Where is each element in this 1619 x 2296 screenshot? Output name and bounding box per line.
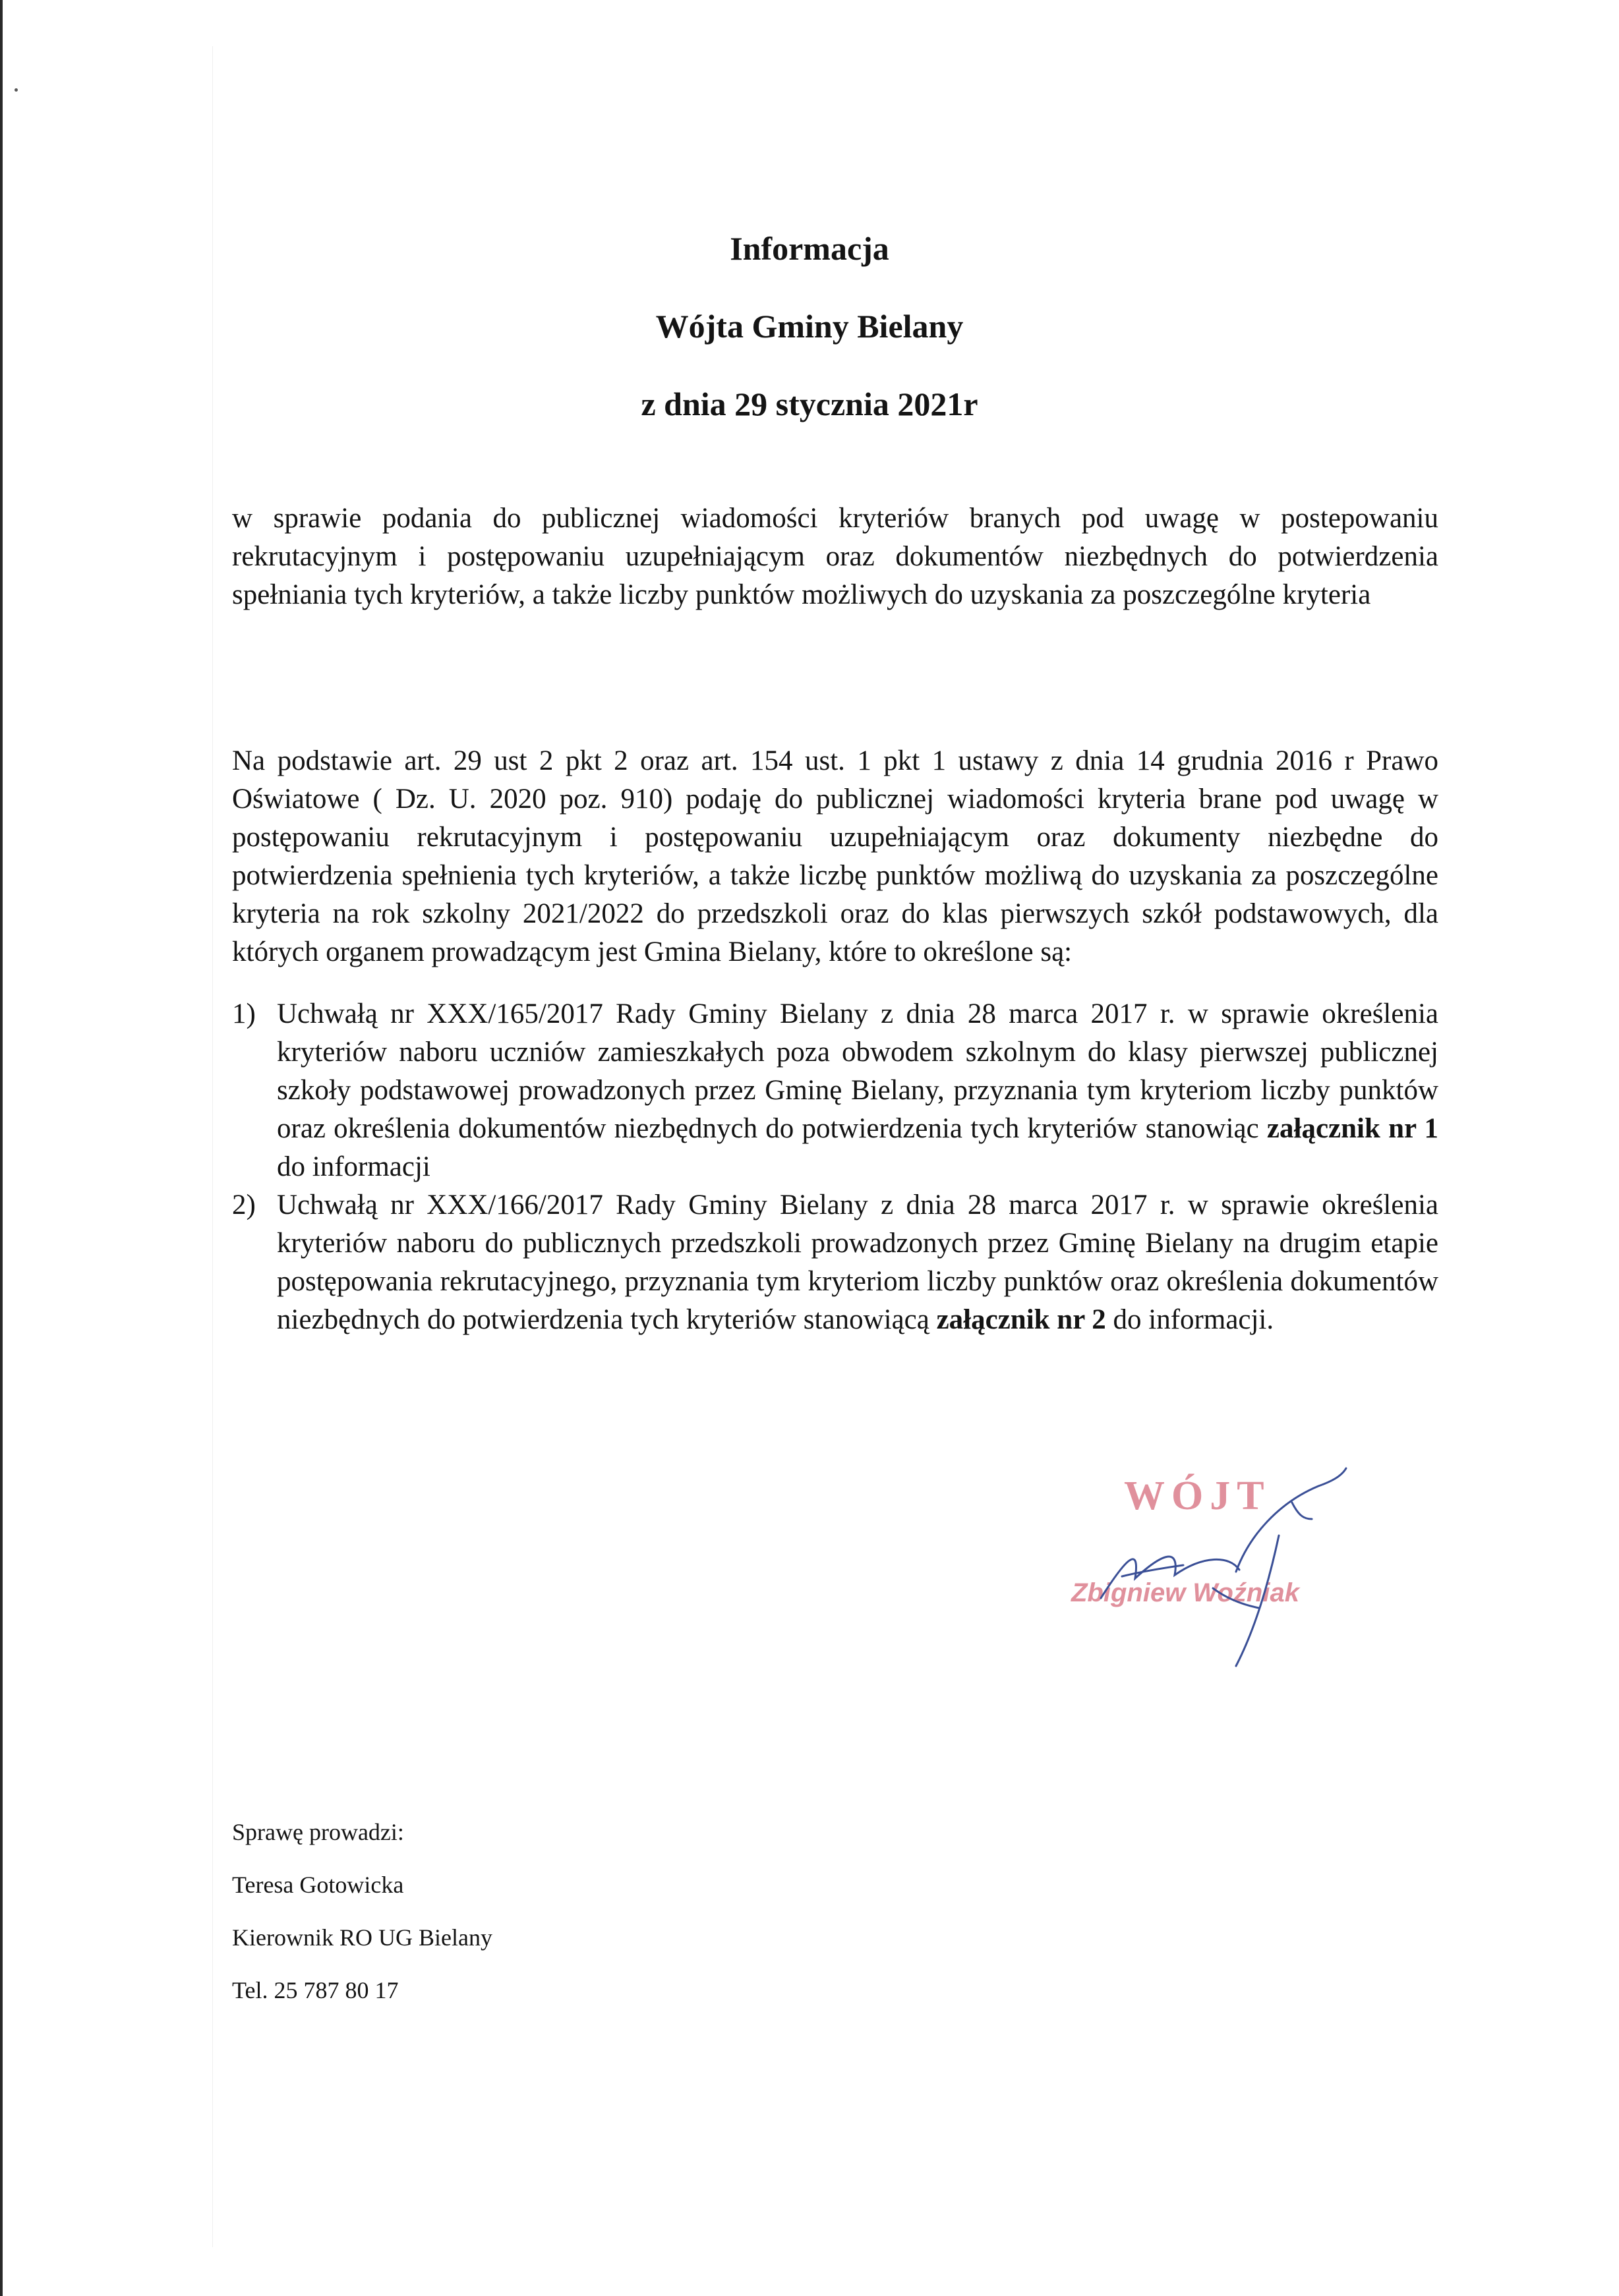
contact-block [232,1820,492,2031]
list-item-text: Uchwałą nr XXX/166/2017 Rady Gminy Bielany z dnia 28 marca 2017 r. w sprawie określenia kryteriów naboru do publicznych przedszkoli prowadzonych przez Gminę Bielany na drugim etapie postępowania rekrutacyjnego, przyznania tym kryteriom liczby punktów oraz określenia dokumentów niezbędnych do potwierdzenia tych kryteriów stanowiącą [277,1190,1438,1335]
attachment-reference: załącznik nr 2 [936,1304,1106,1335]
contact-name: Teresa Gotowicka [232,1872,404,1898]
contact-phone: Tel. 25 787 80 17 [232,1977,399,2003]
list-item-text-end: do informacji [277,1151,430,1182]
resolutions-list [232,995,1438,1339]
subject-paragraph: w sprawie podania do publicznej wiadomości kryteriów branych pod uwagę w postepowaniu rekrutacyjnym i postępowaniu uzupełniającym oraz dokumentów niezbędnych do potwierdzenia spełniania tych kryteriów, a także liczby punktów możliwych do uzyskania za poszczególne kryteria [232,503,1438,610]
list-item-text: Uchwałą nr XXX/165/2017 Rady Gminy Bielany z dnia 28 marca 2017 r. w sprawie określenia kryteriów naboru uczniów zamieszkałych poza obwodem szkolnym do klasy pierwszej publicznej szkoły podstawowej prowadzonych przez Gminę Bielany, przyznania tym kryteriom liczby punktów oraz określenia dokumentów niezbędnych do potwierdzenia tych kryteriów stanowiąc [277,998,1438,1144]
list-item-number: 1) [232,998,256,1029]
stamp-name: Zbigniew Woźniak [1071,1578,1299,1607]
document-title [0,232,1619,465]
list-item-text-end: do informacji. [1105,1304,1274,1335]
title-line-2: Wójta Gminy Bielany [655,308,964,345]
list-item-number: 2) [232,1190,256,1220]
contact-position: Kierownik RO UG Bielany [232,1924,492,1951]
contact-label: Sprawę prowadzi: [232,1819,404,1845]
legal-basis-paragraph: Na podstawie art. 29 ust 2 pkt 2 oraz art. 154 ust. 1 pkt 1 ustawy z dnia 14 grudnia 2016 r Prawo Oświatowe ( Dz. U. 2020 poz. 910) podaję do publicznej wiadomości kryteria brane pod uwagę w postępowaniu rekrutacyjnym i postępowaniu uzupełniającym oraz dokumenty niezbędne do potwierdzenia spełnienia tych kryteriów, a także liczbę punktów możliwą do uzyskania za poszczególne kryteria na rok szkolny 2021/2022 do przedszkoli oraz do klas pierwszych szkół podstawowych, dla których organem prowadzącym jest Gmina Bielany, które to określone są: [232,745,1438,967]
list-item [232,1186,1438,1339]
title-line-3: z dnia 29 stycznia 2021r [641,386,978,422]
stamp-title: WÓJT [1124,1474,1271,1518]
list-item [232,995,1438,1186]
attachment-reference: załącznik nr 1 [1266,1113,1439,1144]
official-stamp-signature [1061,1456,1351,1674]
title-line-1: Informacja [730,230,889,267]
scan-speck [15,88,18,92]
